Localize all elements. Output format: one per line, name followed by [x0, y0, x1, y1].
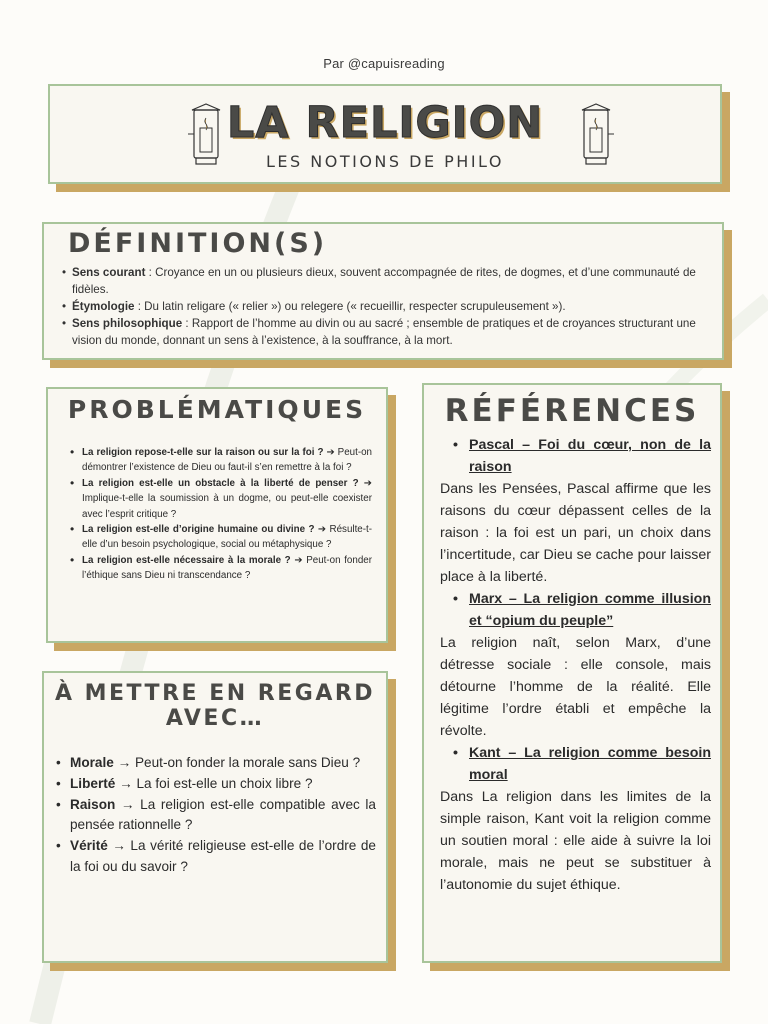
reference-text: La religion naît, selon Marx, d’une détresse sociale : elle console, mais détourne l’homme de la réalité. Elle légitime l’ordre établi et empêche la révolte.: [440, 635, 711, 739]
regard-text: → La vérité religieuse est-elle de l’ordre de la foi ou du savoir ?: [70, 838, 376, 874]
author-credit: Par @capuisreading: [323, 56, 445, 71]
page-subtitle: LES NOTIONS DE PHILO: [266, 152, 504, 171]
problem-followup: ➔ Peut-on fonder l’éthique sans Dieu ni transcendance ?: [82, 554, 372, 582]
list-item: [72, 315, 702, 349]
problem-followup: ➔ Implique-t-elle la soumission à un dogme, ou peut-elle coexister avec l’esprit critique ?: [82, 477, 372, 520]
problem-followup: ➔ Peut-on démontrer l’existence de Dieu ou faut-il s’en remettre à la foi ?: [82, 447, 372, 474]
list-item: [70, 795, 376, 837]
problem-question: La religion est-elle nécessaire à la morale ?: [82, 554, 291, 566]
list-item: [82, 476, 372, 522]
page-title: LA RELIGION: [226, 98, 544, 148]
list-item: [70, 753, 376, 774]
definitions-list: [72, 264, 702, 349]
problematiques-list: [82, 445, 372, 584]
regard-heading: [44, 681, 386, 731]
definition-term: Étymologie: [72, 300, 135, 313]
regard-term: Morale: [70, 755, 114, 770]
list-item: [72, 264, 702, 298]
regard-term: Liberté: [70, 775, 116, 791]
references-heading: RÉFÉRENCES: [444, 393, 700, 429]
definitions-card: [42, 222, 724, 360]
references-card: [422, 383, 722, 963]
definition-term: Sens courant: [72, 266, 146, 279]
regard-text: → La religion est-elle compatible avec la pensée rationnelle ?: [70, 796, 376, 833]
reference-title: • Marx – La religion comme illusion et “opium du peuple”: [440, 588, 711, 632]
problematiques-heading: PROBLÉMATIQUES: [67, 395, 367, 424]
regard-term: Raison: [70, 796, 116, 812]
problematiques-card: [46, 387, 388, 643]
list-item: [72, 298, 702, 315]
definition-text: : Du latin religare (« relier ») ou relegere (« recueillir, respecter scrupuleusement »).: [134, 300, 566, 313]
references-body: [440, 434, 711, 896]
problem-followup: ➔ Résulte-t-elle d’un besoin psychologique, social ou métaphysique ?: [82, 524, 372, 551]
regard-text: → La foi est-elle un choix libre ?: [115, 775, 313, 791]
list-item: [70, 774, 376, 795]
definition-term: Sens philosophique: [72, 317, 183, 330]
regard-list: [70, 753, 376, 878]
regard-heading-text: À METTRE EN REGARD AVEC…: [54, 681, 376, 731]
reference-text: Dans La religion dans les limites de la simple raison, Kant voit la religion comme un soutien moral : elle aide à suivre la loi morale, mais ne peut se substituer à l’autonomie du sujet éthique.: [440, 789, 711, 893]
reference-title: • Pascal – Foi du cœur, non de la raison: [440, 434, 711, 478]
problem-question: La religion repose-t-elle sur la raison ou sur la foi ?: [82, 447, 324, 458]
reference-title: • Kant – La religion comme besoin moral: [440, 742, 711, 786]
definition-text: : Croyance en un ou plusieurs dieux, souvent accompagnée de rites, de dogmes, et d’une communauté de fidèles.: [72, 266, 696, 296]
list-item: [82, 445, 372, 476]
definition-text: : Rapport de l’homme au divin ou au sacré ; ensemble de pratiques et de croyances structurant une vision du monde, donnant un sens à l’existence, à la souffrance, à la mort.: [72, 317, 696, 347]
problem-question: La religion est-elle d’origine humaine ou divine ?: [82, 524, 315, 536]
list-item: [82, 553, 372, 584]
regard-text: → Peut-on fonder la morale sans Dieu ?: [113, 755, 361, 770]
list-item: [82, 522, 372, 553]
list-item: [70, 836, 376, 878]
lantern-icon: [578, 102, 614, 168]
definitions-heading: DÉFINITION(S): [68, 228, 328, 259]
regard-card: [42, 671, 388, 963]
problem-question: La religion est-elle un obstacle à la liberté de penser ?: [82, 477, 359, 489]
title-card: [48, 84, 722, 184]
reference-text: Dans les Pensées, Pascal affirme que les raisons du cœur dépassent celles de la raison : la foi est un pari, un choix dans l’incertitude, car Dieu se cache pour laisser place à la liberté.: [440, 481, 711, 585]
regard-term: Vérité: [70, 838, 108, 854]
